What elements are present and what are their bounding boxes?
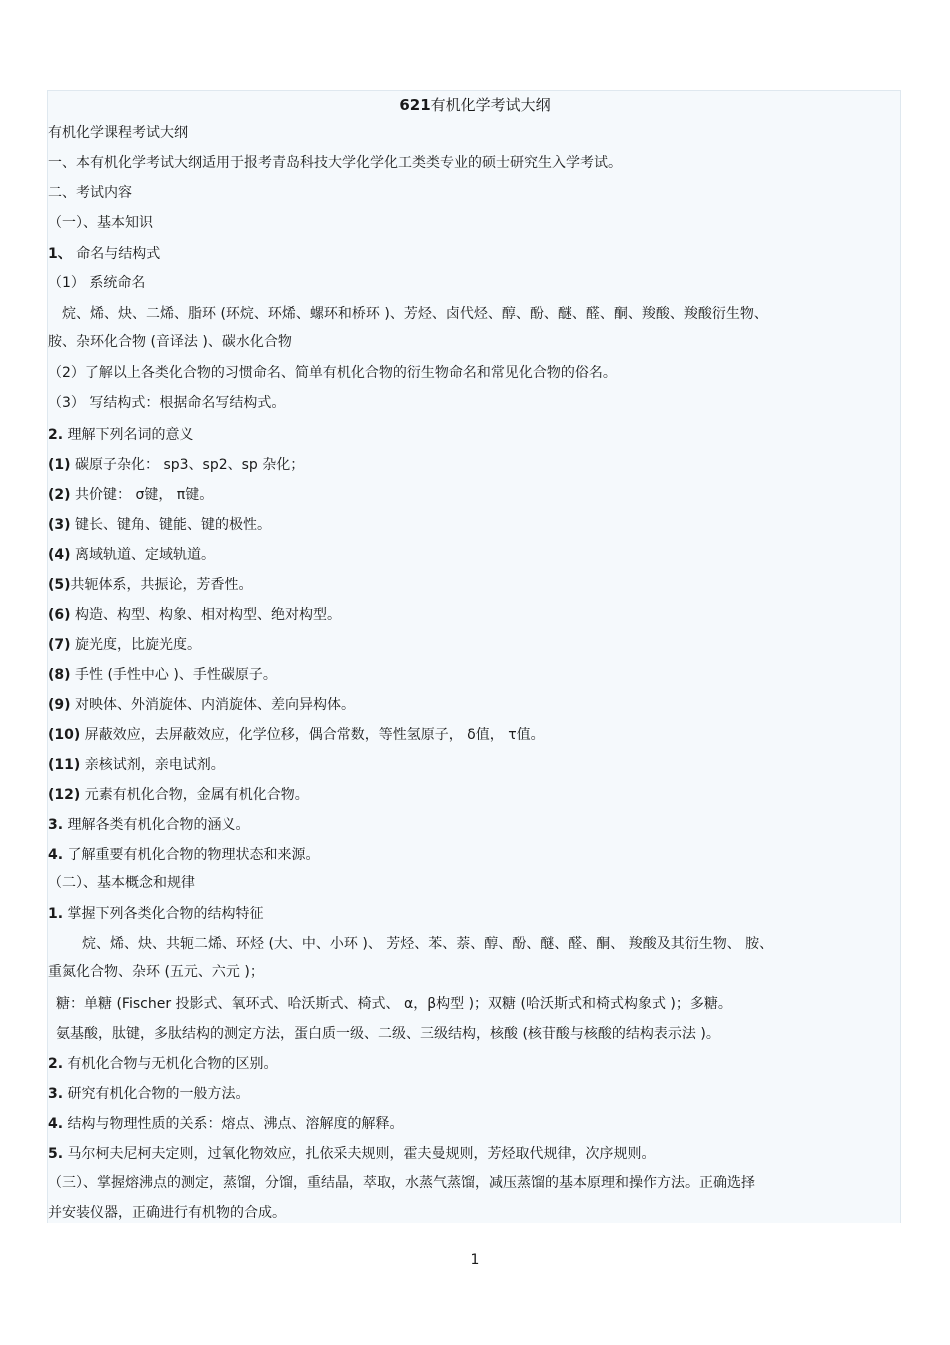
item-number: 5. <box>48 1146 64 1162</box>
line-text: 了解重要有机化合物的物理状态和来源。 <box>63 847 320 863</box>
text-line <box>48 816 250 834</box>
text-line <box>48 963 264 981</box>
line-text: 碳原子杂化： sp3、sp2、sp 杂化； <box>70 457 305 473</box>
item-number: (7) <box>48 637 71 653</box>
line-text: （1） 系统命名 <box>48 275 146 291</box>
item-number: 1、 <box>48 246 72 262</box>
item-number: 1. <box>48 906 64 922</box>
line-text: 二、考试内容 <box>48 185 132 201</box>
text-line <box>56 1025 720 1043</box>
title-text: 有机化学考试大纲 <box>430 96 551 114</box>
text-line <box>82 935 773 953</box>
item-number: (3) <box>48 517 71 533</box>
item-number: 4. <box>48 1116 64 1132</box>
item-number: (4) <box>48 547 71 563</box>
text-line <box>48 846 320 864</box>
text-line <box>48 394 285 412</box>
line-text: 共轭体系，共振论，芳香性。 <box>70 577 253 593</box>
line-text: 氨基酸，肽键，多肽结构的测定方法，蛋白质一级、二级、三级结构，核酸 (核苷酸与核酸的结构表示法 )。 <box>56 1026 720 1042</box>
text-line <box>48 426 194 444</box>
text-line <box>48 606 341 624</box>
line-text: （二）、基本概念和规律 <box>48 875 195 891</box>
item-number: 3. <box>48 817 64 833</box>
text-line <box>48 756 225 774</box>
line-text: 结构与物理性质的关系：熔点、沸点、溶解度的解释。 <box>63 1116 404 1132</box>
line-text: （2）了解以上各类化合物的习惯命名、简单有机化合物的衍生物命名和常见化合物的俗名。 <box>48 365 617 381</box>
line-text: 一、本有机化学考试大纲适用于报考青岛科技大学化学化工类类专业的硕士研究生入学考试。 <box>48 155 622 171</box>
line-text: 研究有机化合物的一般方法。 <box>63 1086 250 1102</box>
line-text: 键长、键角、键能、键的极性。 <box>70 517 271 533</box>
text-line <box>48 1085 250 1103</box>
line-text: 糖：单糖 (Fischer 投影式、氧环式、哈沃斯式、椅式、 α，β构型 )；双糖 (哈沃斯式和椅式构象式 )；多糖。 <box>56 996 732 1012</box>
line-text: 构造、构型、构象、相对构型、绝对构型。 <box>70 607 341 623</box>
line-text: 手性 (手性中心 )、手性碳原子。 <box>70 667 277 683</box>
item-number: 3. <box>48 1086 64 1102</box>
text-line <box>48 1174 755 1192</box>
line-text: 掌握下列各类化合物的结构特征 <box>63 906 264 922</box>
text-line <box>48 1204 286 1222</box>
item-number: (8) <box>48 667 71 683</box>
text-line <box>48 124 188 142</box>
item-number: (10) <box>48 727 81 743</box>
item-number: 2. <box>48 427 64 443</box>
text-line <box>48 184 132 202</box>
document-title <box>0 96 950 114</box>
line-text: 重氮化合物、杂环 (五元、六元 )； <box>48 964 264 980</box>
text-line <box>48 516 271 534</box>
text-line <box>48 546 215 564</box>
line-text: 对映体、外消旋体、内消旋体、差向异构体。 <box>70 697 355 713</box>
line-text: 共价键： σ键， π键。 <box>70 487 214 503</box>
line-text: （一）、基本知识 <box>48 215 153 231</box>
text-line <box>48 1055 278 1073</box>
text-line <box>48 274 145 292</box>
text-line <box>48 245 160 263</box>
line-text: 亲核试剂，亲电试剂。 <box>80 757 225 773</box>
text-line <box>48 726 545 744</box>
item-number: 2. <box>48 1056 64 1072</box>
line-text: 命名与结构式 <box>71 246 161 262</box>
item-number: (5) <box>48 577 71 593</box>
text-line <box>56 995 732 1013</box>
title-code: 621 <box>399 96 431 114</box>
line-text: 有机化学课程考试大纲 <box>48 125 188 141</box>
text-line <box>48 214 153 232</box>
line-text: 并安装仪器，正确进行有机物的合成。 <box>48 1205 286 1221</box>
line-text: 马尔柯夫尼柯夫定则，过氧化物效应，扎依采夫规则，霍夫曼规则，芳烃取代规律，次序规则。 <box>63 1146 656 1162</box>
content-panel <box>47 90 901 1223</box>
text-line <box>48 576 253 594</box>
line-text: 旋光度，比旋光度。 <box>70 637 201 653</box>
text-line <box>48 486 213 504</box>
text-line <box>48 154 622 172</box>
text-line <box>48 333 292 351</box>
text-line <box>48 905 264 923</box>
line-text: 元素有机化合物，金属有机化合物。 <box>80 787 309 803</box>
line-text: 理解各类有机化合物的涵义。 <box>63 817 250 833</box>
text-line <box>48 786 309 804</box>
line-text: 烷、烯、炔、二烯、脂环 (环烷、环烯、螺环和桥环 )、芳烃、卤代烃、醇、酚、醚、醛、酮、羧酸、羧酸衍生物、 <box>62 306 768 322</box>
text-line <box>48 666 277 684</box>
text-line <box>48 636 201 654</box>
line-text: 有机化合物与无机化合物的区别。 <box>63 1056 278 1072</box>
line-text: （三）、掌握熔沸点的测定，蒸馏，分馏，重结晶，萃取，水蒸气蒸馏，减压蒸馏的基本原理和操作方法。正确选择 <box>48 1175 755 1191</box>
item-number: (1) <box>48 457 71 473</box>
text-line <box>48 1115 404 1133</box>
text-line <box>48 1145 656 1163</box>
item-number: (11) <box>48 757 81 773</box>
page-number: 1 <box>470 1252 480 1268</box>
text-line <box>48 456 304 474</box>
line-text: 理解下列名词的意义 <box>63 427 194 443</box>
item-number: (2) <box>48 487 71 503</box>
item-number: (12) <box>48 787 81 803</box>
item-number: 4. <box>48 847 64 863</box>
text-line <box>48 364 617 382</box>
item-number: (9) <box>48 697 71 713</box>
text-line <box>62 305 768 323</box>
line-text: 离域轨道、定域轨道。 <box>70 547 215 563</box>
text-line <box>48 696 355 714</box>
text-line <box>48 874 195 892</box>
item-number: (6) <box>48 607 71 623</box>
line-text: （3） 写结构式：根据命名写结构式。 <box>48 395 286 411</box>
line-text: 烷、烯、炔、共轭二烯、环烃 (大、中、小环 )、 芳烃、苯、萘、醇、酚、醚、醛、酮、 羧酸及其衍生物、 胺、 <box>82 936 774 952</box>
line-text: 胺、杂环化合物 (音译法 )、碳水化合物 <box>48 334 292 350</box>
line-text: 屏蔽效应，去屏蔽效应，化学位移，偶合常数，等性氢原子， δ值， τ值。 <box>80 727 545 743</box>
